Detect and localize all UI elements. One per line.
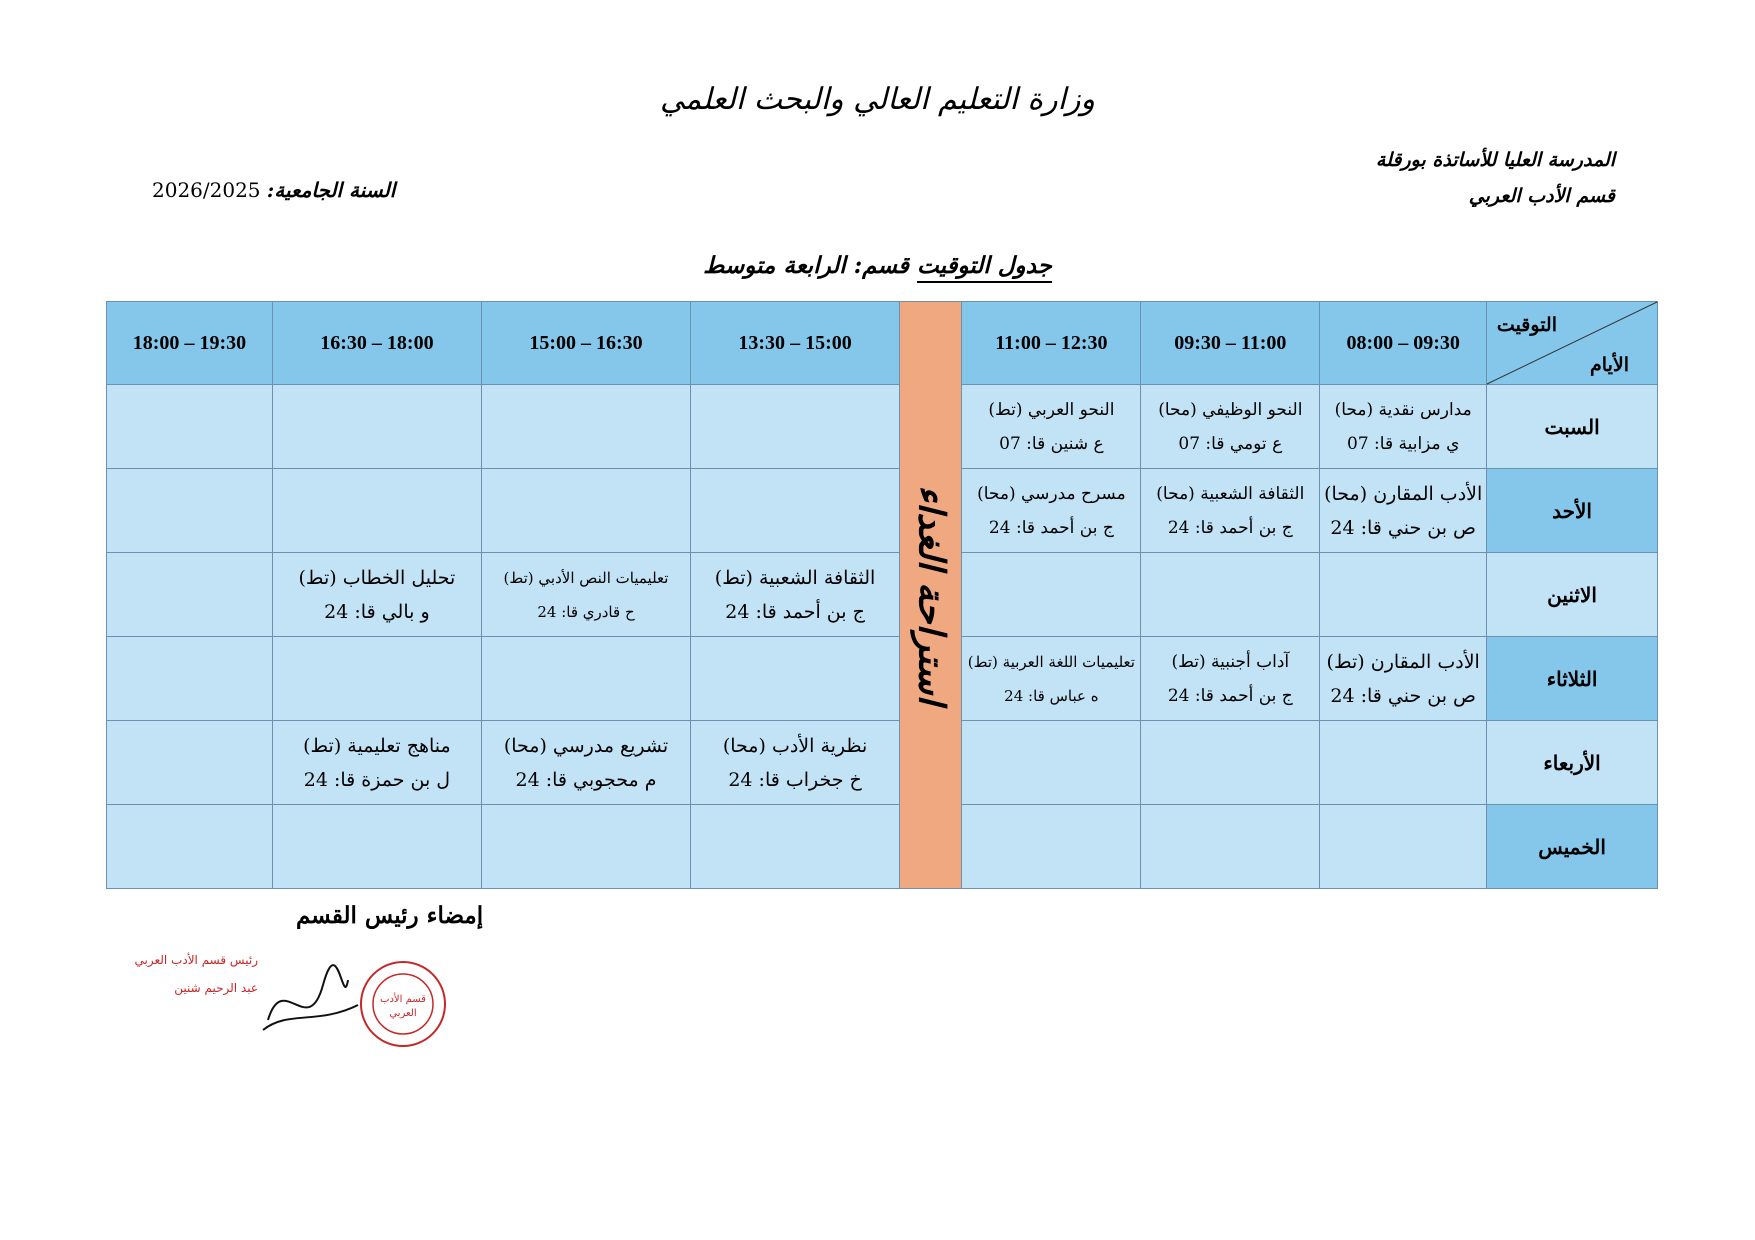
session-cell <box>1320 721 1487 805</box>
course-name: نظرية الأدب (محا) <box>722 734 868 757</box>
academic-year-label: السنة الجامعية: <box>266 178 396 202</box>
session-cell <box>691 553 900 637</box>
session-cell <box>481 637 690 721</box>
course-name: مسرح مدرسي (محا) <box>977 483 1126 504</box>
schedule-title <box>0 252 1755 279</box>
session-cell <box>1320 637 1487 721</box>
teacher-room: ج بن أحمد قا: 24 <box>725 600 865 623</box>
corner-days-label: الأيام <box>1590 354 1629 376</box>
header-row <box>107 302 1658 385</box>
teacher-room: ع شنين قا: 07 <box>999 433 1104 454</box>
session-cell <box>962 805 1141 889</box>
session-cell <box>1141 385 1320 469</box>
teacher-room: ج بن أحمد قا: 24 <box>1167 685 1293 706</box>
table-row <box>107 385 1658 469</box>
course-name: تعليميات اللغة العربية (تط) <box>967 652 1135 671</box>
teacher-room: و بالي قا: 24 <box>324 600 430 623</box>
timetable <box>106 301 1658 889</box>
session-cell <box>1141 469 1320 553</box>
table-row <box>107 721 1658 805</box>
session-cell <box>1320 553 1487 637</box>
session-cell <box>1320 469 1487 553</box>
day-label: الخميس <box>1487 805 1658 889</box>
course-name: الثقافة الشعبية (تط) <box>714 566 876 589</box>
ministry-heading: وزارة التعليم العالي والبحث العلمي <box>660 82 1095 117</box>
teacher-room: م محجوبي قا: 24 <box>515 768 657 791</box>
session-cell <box>107 385 273 469</box>
course-name: آداب أجنبية (تط) <box>1171 651 1290 672</box>
course-name: الثقافة الشعبية (محا) <box>1156 483 1305 504</box>
course-name: تحليل الخطاب (تط) <box>298 566 456 589</box>
corner-time-label: التوقيت <box>1496 314 1557 336</box>
stamp-line-2: عبد الرحيم شنين <box>174 981 258 995</box>
department-name: قسم الأدب العربي <box>1468 185 1615 207</box>
table-row <box>107 469 1658 553</box>
table-row <box>107 637 1658 721</box>
session-cell <box>481 721 690 805</box>
slot-header: 16:30 – 15:00 <box>481 302 690 385</box>
academic-year <box>152 178 395 202</box>
session-cell <box>107 637 273 721</box>
teacher-room: ي مزابية قا: 07 <box>1347 433 1460 454</box>
day-label: السبت <box>1487 385 1658 469</box>
schedule-title-rest: قسم: الرابعة متوسط <box>703 252 918 279</box>
stamp-circle-text-2: العربي <box>389 1008 417 1019</box>
course-name: تعليميات النص الأدبي (تط) <box>503 568 669 587</box>
session-cell <box>1141 805 1320 889</box>
course-name: الأدب المقارن (تط) <box>1326 650 1480 673</box>
session-cell <box>691 469 900 553</box>
teacher-room: ج بن أحمد قا: 24 <box>988 517 1114 538</box>
teacher-room: ج بن أحمد قا: 24 <box>1167 517 1293 538</box>
session-cell <box>272 553 481 637</box>
session-cell <box>272 805 481 889</box>
day-label: الثلاثاء <box>1487 637 1658 721</box>
session-cell <box>481 469 690 553</box>
signature-label: إمضاء رئيس القسم <box>296 902 484 929</box>
teacher-room: ح قادري قا: 24 <box>537 602 635 621</box>
session-cell <box>107 469 273 553</box>
schedule-title-prefix: جدول التوقيت <box>917 252 1052 283</box>
session-cell <box>272 637 481 721</box>
day-label: الاثنين <box>1487 553 1658 637</box>
day-label: الأحد <box>1487 469 1658 553</box>
session-cell <box>1141 553 1320 637</box>
teacher-room: ص بن حني قا: 24 <box>1330 516 1477 539</box>
stamp-line-1: رئيس قسم الأدب العربي <box>134 953 258 967</box>
session-cell <box>962 469 1141 553</box>
session-cell <box>272 469 481 553</box>
teacher-room: خ جخراب قا: 24 <box>728 768 862 791</box>
teacher-room: ه عباس قا: 24 <box>1004 686 1099 705</box>
session-cell <box>481 385 690 469</box>
course-name: النحو الوظيفي (محا) <box>1158 399 1303 420</box>
school-name: المدرسة العليا للأساتذة بورقلة <box>1375 149 1615 171</box>
session-cell <box>691 637 900 721</box>
lunch-break-label: استراحة الغداء <box>910 485 953 705</box>
teacher-room: ع تومي قا: 07 <box>1178 433 1283 454</box>
department-stamp <box>134 950 460 1054</box>
session-cell <box>691 805 900 889</box>
corner-cell <box>1487 302 1658 385</box>
session-cell <box>272 721 481 805</box>
session-cell <box>1320 385 1487 469</box>
session-cell <box>107 721 273 805</box>
table-row <box>107 553 1658 637</box>
session-cell <box>691 721 900 805</box>
session-cell <box>962 553 1141 637</box>
day-label: الأربعاء <box>1487 721 1658 805</box>
stamp-graphic <box>134 950 460 1050</box>
course-name: النحو العربي (تط) <box>988 399 1115 420</box>
session-cell <box>272 385 481 469</box>
table-row <box>107 805 1658 889</box>
session-cell <box>107 805 273 889</box>
slot-header: 11:00 – 09:30 <box>1141 302 1320 385</box>
session-cell <box>107 553 273 637</box>
session-cell <box>962 637 1141 721</box>
academic-year-value: 2026/2025 <box>152 178 261 202</box>
course-name: مناهج تعليمية (تط) <box>303 734 451 757</box>
slot-header: 19:30 – 18:00 <box>107 302 273 385</box>
slot-header: 09:30 – 08:00 <box>1320 302 1487 385</box>
slot-header: 15:00 – 13:30 <box>691 302 900 385</box>
session-cell <box>962 385 1141 469</box>
course-name: تشريع مدرسي (محا) <box>503 734 669 757</box>
slot-header: 12:30 – 11:00 <box>962 302 1141 385</box>
session-cell <box>1141 721 1320 805</box>
session-cell <box>691 385 900 469</box>
slot-header: 18:00 – 16:30 <box>272 302 481 385</box>
session-cell <box>1141 637 1320 721</box>
stamp-circle-text-1: قسم الأدب <box>380 994 426 1005</box>
teacher-room: ل بن حمزة قا: 24 <box>303 768 451 791</box>
session-cell <box>1320 805 1487 889</box>
session-cell <box>962 721 1141 805</box>
session-cell <box>481 805 690 889</box>
course-name: الأدب المقارن (محا) <box>1324 482 1483 505</box>
school-block <box>1376 142 1615 214</box>
session-cell <box>481 553 690 637</box>
course-name: مدارس نقدية (محا) <box>1334 399 1472 420</box>
lunch-break-column <box>900 302 962 889</box>
teacher-room: ص بن حني قا: 24 <box>1330 684 1477 707</box>
